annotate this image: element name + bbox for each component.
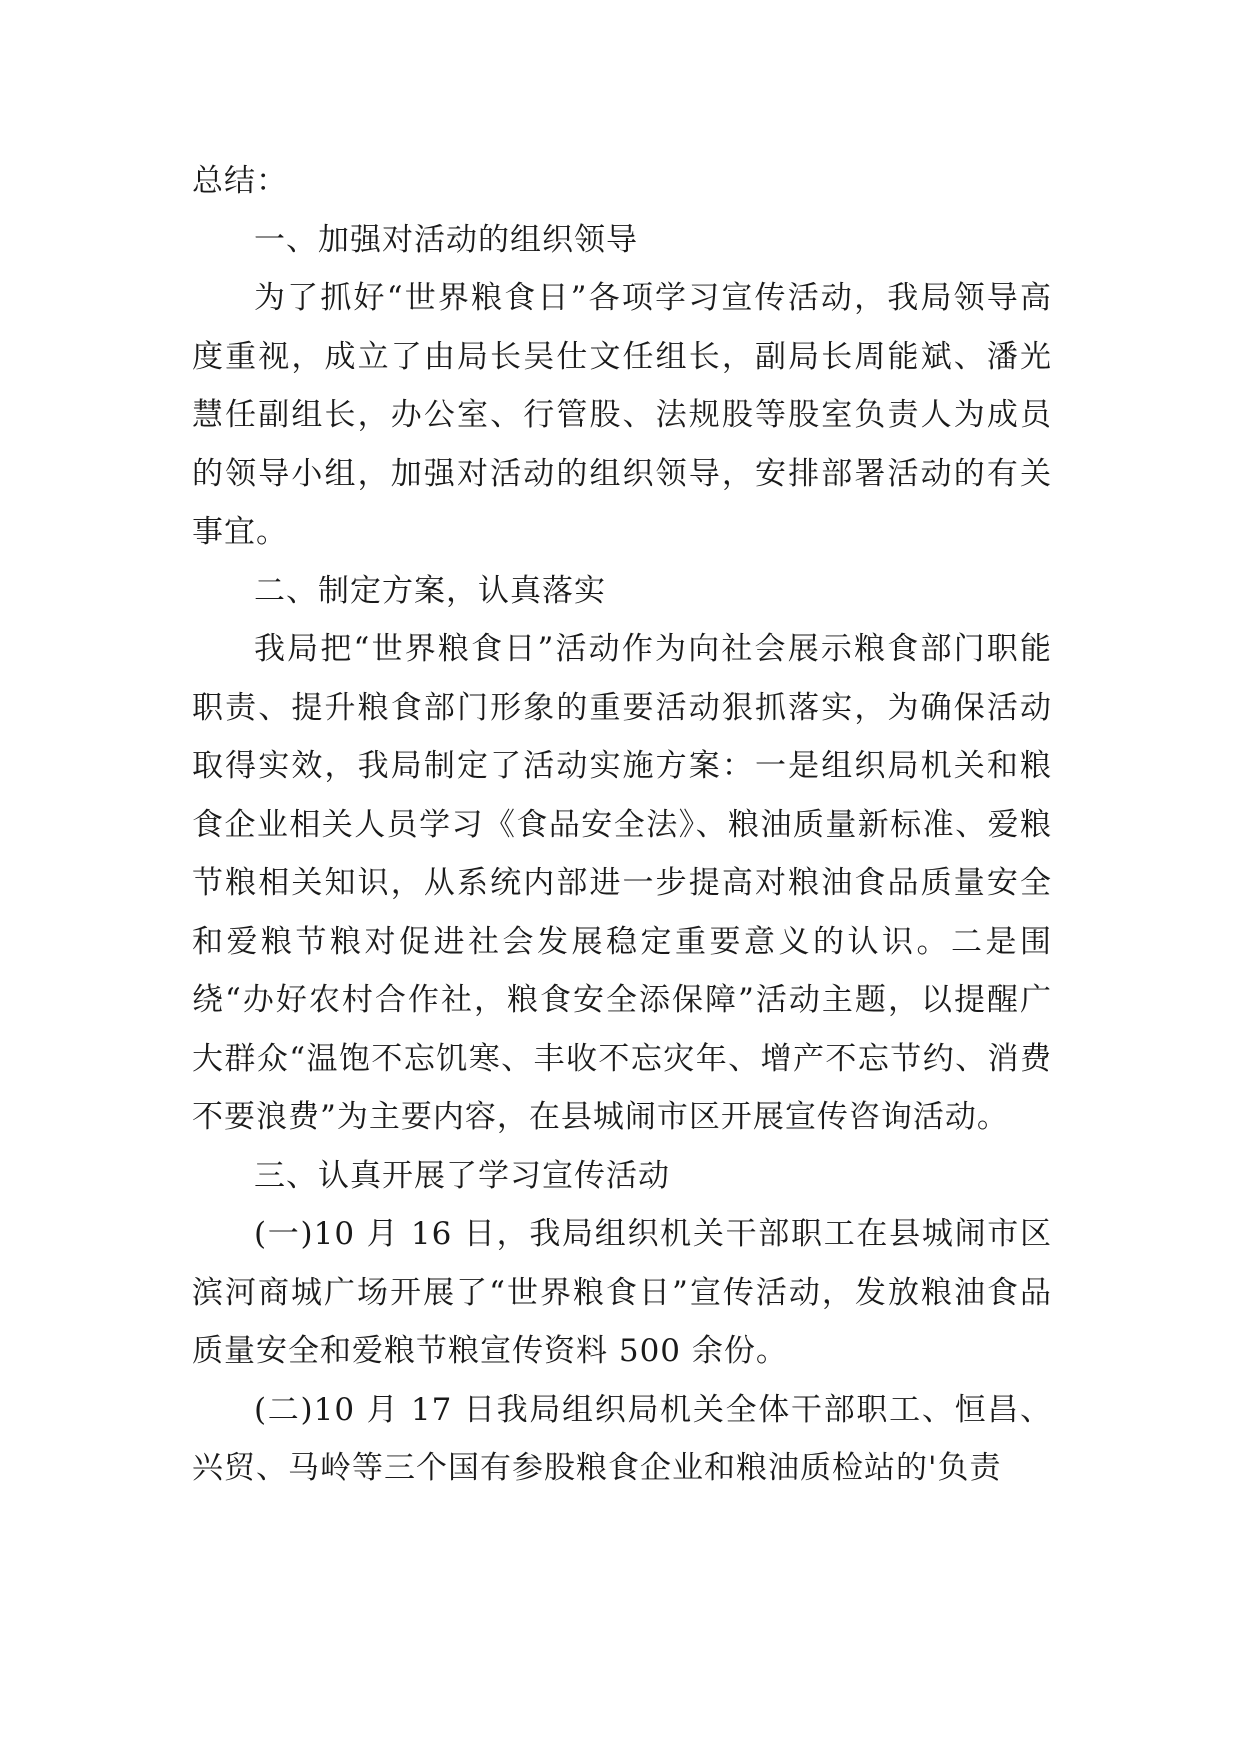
section-heading-2: 二、制定方案，认真落实 xyxy=(254,572,606,609)
paragraph-leadership: 为了抓好“世界粮食日”各项学习宣传活动，我局领导高度重视，成立了由局长吴仕文任组长，副局长周能斌、潘光慧任副组长，办公室、行管股、法规股等股室负责人为成员的领导小组，加强对活动的组织领导，安排部署活动的有关事宜。 xyxy=(192,280,1052,550)
paragraph-plan: 我局把“世界粮食日”活动作为向社会展示粮食部门职能职责、提升粮食部门形象的重要活动狠抓落实，为确保活动取得实效，我局制定了活动实施方案：一是组织局机关和粮食企业相关人员学习《食品安全法》、粮油质量新标准、爱粮节粮相关知识，从系统内部进一步提高对粮油食品质量安全和爱粮节粮对促进社会发展稳定重要意义的认识。二是围绕“办好农村合作社，粮食安全添保障”活动主题，以提醒广大群众“温饱不忘饥寒、丰收不忘灾年、增产不忘节约、消费不要浪费”为主要内容，在县城闹市区开展宣传咨询活动。 xyxy=(192,631,1052,1135)
section-heading-1: 一、加强对活动的组织领导 xyxy=(254,221,638,258)
paragraph-summary-heading: 总结： xyxy=(192,163,288,199)
paragraph-activity-1: (一)10 月 16 日，我局组织机关干部职工在县城闹市区滨河商城广场开展了“世界粮食日”宣传活动，发放粮油食品质量安全和爱粮节粮宣传资料 500 余份。 xyxy=(192,1216,1052,1369)
document-body xyxy=(192,152,1052,1498)
section-heading-3: 三、认真开展了学习宣传活动 xyxy=(254,1157,670,1194)
paragraph-activity-2: (二)10 月 17 日我局组织局机关全体干部职工、恒昌、兴贸、马岭等三个国有参股粮食企业和粮油质检站的'负责 xyxy=(192,1391,1052,1486)
